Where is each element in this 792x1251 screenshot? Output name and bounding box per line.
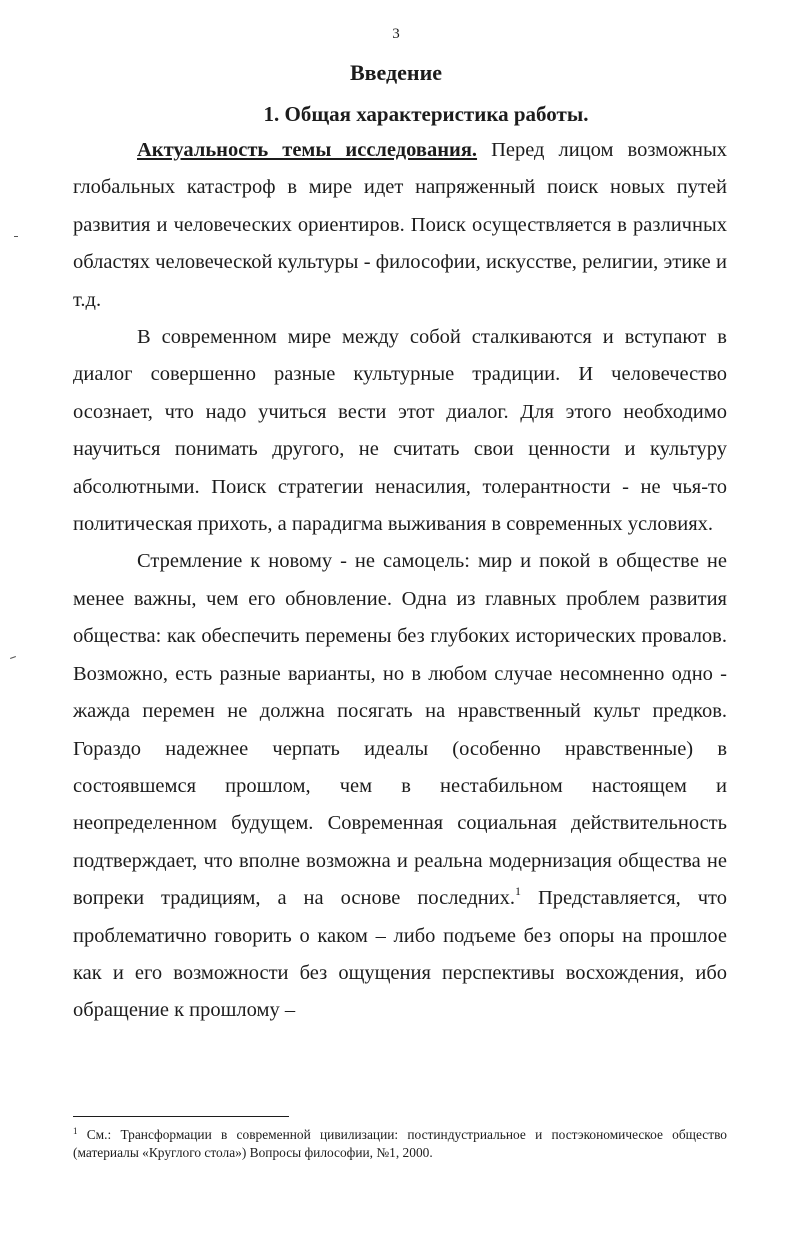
margin-mark [10,656,16,659]
page-number: 3 [392,26,400,42]
page-title: Введение [349,60,443,85]
footnote-reference: 1 [515,884,521,899]
paragraph-dialogue: В современном мире между собой сталкиваются и вступают в диалог совершенно разные культурные традиции. И человечество осознает, что надо учиться вести этот диалог. Для этого необходимо научиться понимать другого, не считать свои ценности и культуру абсолютными. Поиск стратегии ненасилия, толерантности - не чья-то политическая прихоть, а парадигма выживания в современных условиях. [73,326,727,536]
footnote [73,1126,727,1161]
body-text [73,132,727,1030]
footnote-text: См.: Трансформации в современной цивилизации: постиндустриальное и постэкономическое общество (материалы «Круглого стола») Вопросы философии, №1, 2000. [73,1127,727,1160]
margin-mark [14,236,18,237]
footnote-marker: 1 [73,1126,78,1136]
footnote-divider [73,1116,289,1117]
paragraph-modernization [73,543,727,1029]
section-heading: 1. Общая характеристика работы. [263,102,589,126]
modernization-text: Стремление к новому - не самоцель: мир и покой в обществе не менее важны, чем его обновление. Одна из главных проблем развития общества: как обеспечить перемены без глубоких исторических провалов. Возможно, есть разные варианты, но в любом случае несомненно одно - жажда перемен не должна посягать на нравственный культ предков. Гораздо надежнее черпать идеалы (особенно нравственные) в состоявшемся прошлом, чем в нестабильном настоящем и неопределенном будущем. Современная социальная действительность подтверждает, что вполне возможна и реальна модернизация общества не вопреки традициям, а на основе последних. [73,550,727,910]
modernization-text-continued: Представляется, что проблематично говорить о каком – либо подъеме без опоры на прошлое как и его возможности без ощущения перспективы восхождения, ибо обращение к прошлому – [73,887,727,1022]
paragraph-relevance [73,132,727,319]
relevance-text: Перед лицом возможных глобальных катастроф в мире идет напряженный поиск новых путей развития и человеческих ориентиров. Поиск осуществляется в различных областях человеческой культуры - философии, искусстве, религии, этике и т.д. [73,139,728,311]
relevance-lead: Актуальность темы исследования. [137,139,478,161]
